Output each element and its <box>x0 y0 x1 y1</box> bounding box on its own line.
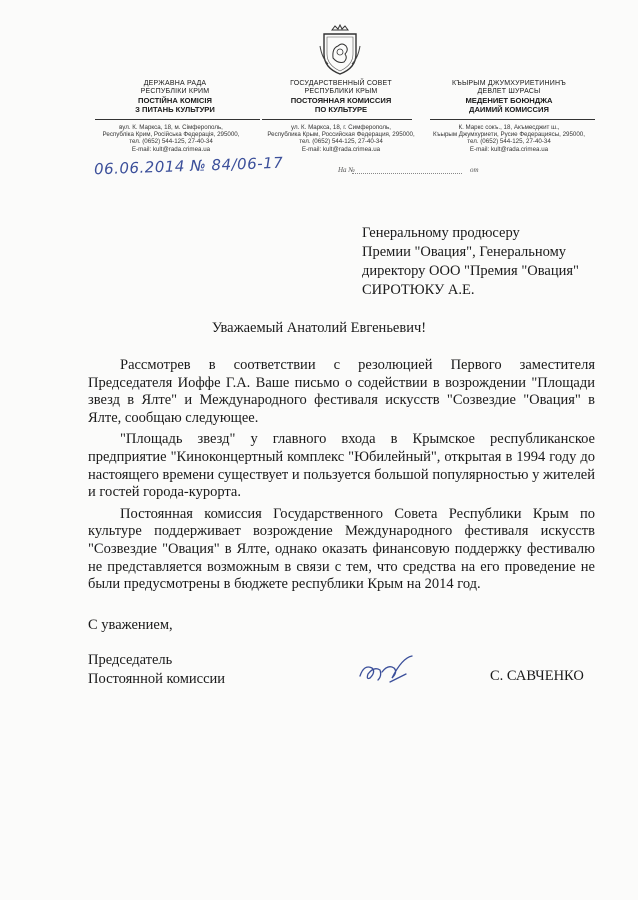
signer-title-line: Постоянной комиссии <box>88 671 226 687</box>
crimea-coat-of-arms-icon <box>318 24 362 76</box>
signer-name: С. САВЧЕНКО <box>490 668 584 684</box>
address-russian <box>246 124 436 153</box>
letterhead-line: РЕСПУБЛИКИ КРЫМ <box>304 88 378 95</box>
addressee-name: СИРОТЮКУ А.Е. <box>362 282 475 298</box>
reference-number-label: На № <box>338 166 355 174</box>
handwritten-signature <box>354 648 424 688</box>
reference-line <box>120 166 500 176</box>
letterhead-ukrainian <box>80 80 270 114</box>
letterhead-divider <box>430 119 595 120</box>
address-email: E-mail: kult@rada.crimea.ua <box>301 145 381 153</box>
address-line: тел. (0652) 544-125, 27-40-34 <box>467 138 551 146</box>
signer-title-line: Председатель <box>88 652 173 668</box>
address-email: E-mail: kult@rada.crimea.ua <box>131 145 211 153</box>
letter-body <box>88 357 595 598</box>
letterhead-commission: МЕДЕНИЕТ БОЮНДЖА <box>465 96 553 105</box>
letterhead-divider <box>262 119 412 120</box>
address-ukrainian <box>76 124 266 153</box>
letterhead-russian <box>246 80 436 114</box>
body-paragraph: Постоянная комиссия Государственного Совета Республики Крым по культуре поддерживает возрождение Международного фестиваля искусств "Созвездие "Овация" в Ялте, однако оказать финансовую поддержку фестивалю не представляется возможным в связи с тем, что средства на его проведение не были предусмотрены в бюджете республики Крым на 2014 год. <box>88 505 595 593</box>
reference-from-label: от <box>470 166 479 174</box>
letterhead-commission: ПО КУЛЬТУРЕ <box>314 105 368 114</box>
address-line: ул. К. Маркса, 18, г. Симферополь, <box>291 124 391 131</box>
signer-title <box>88 651 225 689</box>
letterhead-line: ДЕВЛЕТ ШУРАСЫ <box>477 88 541 95</box>
salutation: Уважаемый Анатолий Евгеньевич! <box>211 320 427 336</box>
body-paragraph: "Площадь звезд" у главного входа в Крымское республиканское предприятие "Киноконцертный комплекс "Юбилейный", открытая в 1994 году до настоящего времени существует и пользуется большой популярностью у жителей и гостей города-курорта. <box>88 431 595 501</box>
address-line: Республіка Крим, Російська Федерація, 295000, <box>102 131 240 139</box>
closing: С уважением, <box>88 617 173 633</box>
letterhead-line: РЕСПУБЛІКИ КРИМ <box>140 88 210 95</box>
address-email: E-mail: kult@rada.crimea.ua <box>469 145 549 153</box>
letterhead-line: ДЕРЖАВНА РАДА <box>143 80 207 87</box>
letterhead-divider <box>95 119 260 120</box>
reference-dotted-line <box>352 173 462 174</box>
handwritten-date-number: 06.06.2014 № 84/06-17 <box>93 153 284 179</box>
letterhead-crimean-tatar <box>414 80 604 114</box>
letterhead-commission: ПОСТІЙНА КОМІСІЯ <box>138 96 212 105</box>
address-crimean-tatar <box>414 124 604 153</box>
address-line: К. Маркс сокъ., 18, Акъмесджит ш., <box>458 124 560 131</box>
address-line: Къырым Джумхуриети, Русие Федерацияcы, 295000, <box>433 131 585 139</box>
address-line: Республика Крым, Российская Федерация, 295000, <box>267 131 415 139</box>
letterhead-line: ГОСУДАРСТВЕННЫЙ СОВЕТ <box>290 80 392 87</box>
addressee-line: Генеральному продюсеру <box>362 225 520 241</box>
body-paragraph: Рассмотрев в соответствии с резолюцией Первого заместителя Председателя Иоффе Г.А. Ваше письмо о содействии в возрождении "Площади звезд в Ялте" и Международного фестиваля искусств "Созвездие "Овация" в Ялте, сообщаю следующее. <box>88 357 595 426</box>
letterhead-commission: ДАИМИЙ КОМИССИЯ <box>469 105 549 114</box>
address-line: вул. К. Маркса, 18, м. Сімферополь, <box>119 124 223 131</box>
letterhead-commission: З ПИТАНЬ КУЛЬТУРИ <box>135 105 215 114</box>
addressee-block <box>362 224 612 300</box>
letterhead-commission: ПОСТОЯННАЯ КОМИССИЯ <box>290 96 392 105</box>
address-line: тел. (0652) 544-125, 27-40-34 <box>129 138 213 146</box>
addressee-line: директору ООО "Премия "Овация" <box>362 263 579 279</box>
letterhead-line: КЪЫРЫМ ДЖУМХУРИЕТИНИНЪ <box>452 80 566 87</box>
addressee-line: Премии "Овация", Генеральному <box>362 244 567 260</box>
address-line: тел. (0652) 544-125, 27-40-34 <box>299 138 383 146</box>
